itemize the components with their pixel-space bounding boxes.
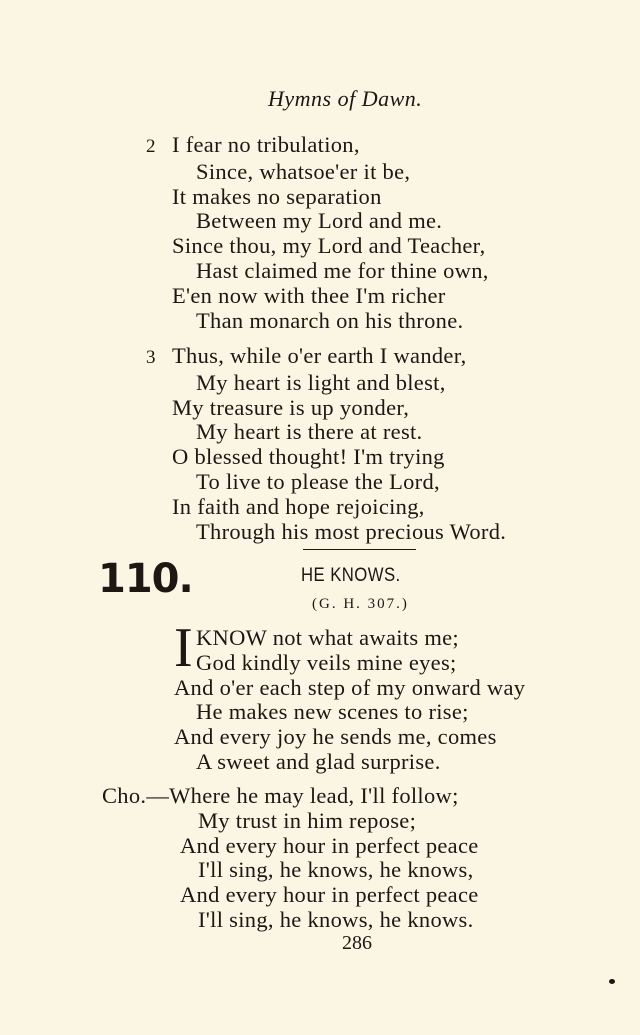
stanza-line: Since thou, my Lord and Teacher, xyxy=(172,233,486,259)
chorus-label: Cho.— xyxy=(102,783,170,808)
stanza-number: 3 xyxy=(146,347,156,368)
stanza-line: Hast claimed me for thine own, xyxy=(196,257,489,283)
verse-line: A sweet and glad surprise. xyxy=(196,748,441,774)
stanza-2 xyxy=(146,133,489,333)
stanza-line: My heart is light and blest, xyxy=(196,369,446,395)
verse-line: God kindly veils mine eyes; xyxy=(196,649,457,675)
stanza-number: 2 xyxy=(146,136,156,157)
stanza-line: E'en now with thee I'm richer xyxy=(172,282,446,308)
stanza-line: To live to please the Lord, xyxy=(196,468,440,494)
stanza-line: It makes no separation xyxy=(172,183,382,209)
stanza-line: O blessed thought! I'm trying xyxy=(172,444,445,470)
ink-speck xyxy=(609,979,615,984)
verse-line: And every joy he sends me, comes xyxy=(174,724,497,750)
chorus-line: My trust in him repose; xyxy=(198,807,417,833)
stanza-line: 2 I fear no tribulation, xyxy=(146,133,489,160)
hymn-verse xyxy=(170,626,525,775)
stanza-line: In faith and hope rejoicing, xyxy=(172,493,425,519)
section-divider xyxy=(303,549,416,550)
chorus-line: And every hour in perfect peace xyxy=(180,882,479,908)
verse-line: And o'er each step of my onward way xyxy=(174,674,526,700)
stanza-line: Between my Lord and me. xyxy=(196,208,443,234)
stanza-line: My treasure is up yonder, xyxy=(172,394,410,420)
stanza-3 xyxy=(146,344,506,544)
stanza-line: Through his most precious Word. xyxy=(196,518,507,544)
page-number: 286 xyxy=(342,932,372,954)
verse-line: KNOW not what awaits me; xyxy=(196,625,459,650)
chorus-line: Cho.—Where he may lead, I'll follow; xyxy=(102,783,459,808)
hymn-number: 110. xyxy=(98,556,193,602)
stanza-line: Since, whatsoe'er it be, xyxy=(196,158,411,184)
chorus-line: And every hour in perfect peace xyxy=(180,832,479,858)
verse-line: He makes new scenes to rise; xyxy=(196,699,469,725)
chorus xyxy=(102,784,479,933)
stanza-line: Than monarch on his throne. xyxy=(196,307,464,333)
chorus-line: I'll sing, he knows, he knows, xyxy=(198,857,474,883)
stanza-line: My heart is there at rest. xyxy=(196,419,423,445)
chorus-line: I'll sing, he knows, he knows. xyxy=(198,906,474,932)
running-head: Hymns of Dawn. xyxy=(268,86,423,111)
tune-reference: (G. H. 307.) xyxy=(312,596,409,612)
hymn-title: HE KNOWS. xyxy=(301,565,401,586)
stanza-line: 3 Thus, while o'er earth I wander, xyxy=(146,344,506,371)
drop-cap: I xyxy=(174,617,193,679)
